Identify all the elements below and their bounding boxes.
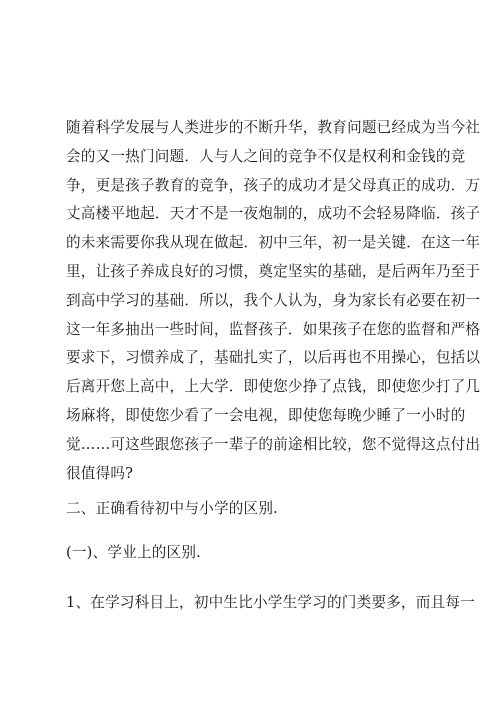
paragraph-line: 后离开您上高中，上大学．即使您少挣了点钱，即使您少打了几 bbox=[66, 378, 481, 396]
paragraph-line: 会的又一热门问题．人与人之间的竞争不仅是权利和金钱的竞 bbox=[66, 147, 466, 165]
paragraph-line: 的未来需要你我从现在做起．初中三年，初一是关键．在这一年 bbox=[66, 234, 481, 252]
paragraph-line: 场麻将，即使您少看了一会电视，即使您每晚少睡了一小时的 bbox=[66, 406, 466, 424]
paragraph-line: 到高中学习的基础．所以，我个人认为，身为家长有必要在初一 bbox=[66, 291, 481, 309]
paragraph-line: 要求下，习惯养成了，基础扎实了，以后再也不用操心，包括以 bbox=[66, 349, 481, 367]
list-item bbox=[66, 589, 475, 618]
paragraph-line: 这一年多抽出一些时间，监督孩子．如果孩子在您的监督和严格 bbox=[66, 320, 481, 338]
paragraph-line: 随着科学发展与人类进步的不断升华，教育问题已经成为当今社 bbox=[66, 119, 481, 136]
body-paragraph bbox=[66, 114, 481, 488]
subsection-heading-text: (一)、学业上的区别. bbox=[66, 544, 201, 561]
paragraph-line: 争，更是孩子教育的竞争，孩子的成功才是父母真正的成功．万 bbox=[66, 176, 481, 194]
paragraph-line: 丈高楼平地起．天才不是一夜炮制的，成功不会轻易降临．孩子 bbox=[66, 205, 481, 223]
section-heading-text: 二、正确看待初中与小学的区别. bbox=[66, 500, 278, 517]
section-heading bbox=[66, 495, 438, 523]
list-item-text: 1、在学习科目上，初中生比小学生学习的门类要多，而且每一 bbox=[66, 594, 475, 611]
paragraph-line: 觉……可这些跟您孩子一辈子的前途相比较，您不觉得这点付出 bbox=[66, 435, 481, 453]
subsection-heading bbox=[66, 539, 438, 567]
paragraph-line: 很值得吗? bbox=[66, 464, 134, 482]
paragraph-line: 里，让孩子养成良好的习惯，奠定坚实的基础，是后两年乃至于 bbox=[66, 262, 481, 280]
